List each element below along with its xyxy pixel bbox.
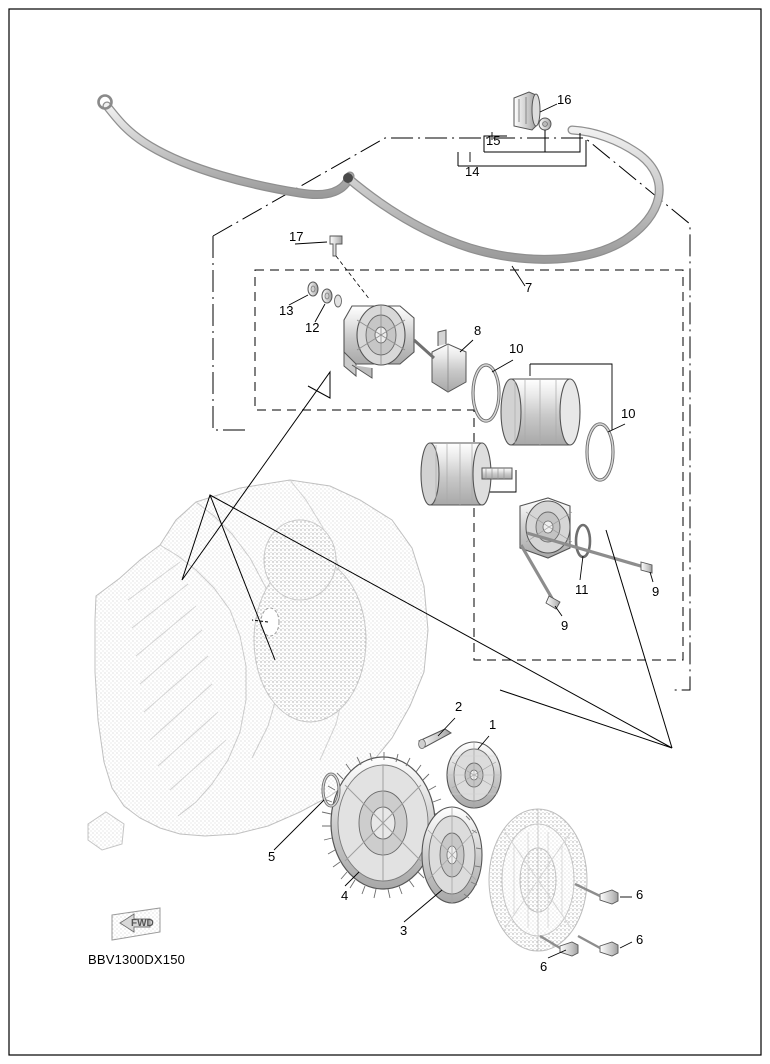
part-code-label: BBV1300DX150 <box>88 952 186 967</box>
callout-number-9-upper: 9 <box>652 584 660 599</box>
starter-terminal-block-part8 <box>414 330 466 392</box>
callout-number-6-upper: 6 <box>636 887 644 902</box>
washer-part13 <box>308 282 318 296</box>
callout-number-4: 4 <box>341 888 349 903</box>
idle-gear-part1 <box>447 742 501 808</box>
flywheel-rotor <box>489 809 587 951</box>
bolt-part6-middle <box>578 936 618 956</box>
terminal-nut-part15 <box>539 118 551 130</box>
starter-motor-body-upper <box>501 379 580 445</box>
callout-number-6-middle: 6 <box>636 932 644 947</box>
callout-number-3: 3 <box>400 923 408 938</box>
callout-number-14: 14 <box>465 164 480 179</box>
callout-number-11: 11 <box>575 582 589 597</box>
callout-number-15: 15 <box>486 133 501 148</box>
battery-cable-assembly <box>99 96 660 260</box>
idle-gear-shaft-part2 <box>419 729 451 749</box>
callout-number-1: 1 <box>489 717 497 732</box>
o-ring-part10-left <box>473 365 499 421</box>
callout-number-16: 16 <box>557 92 572 107</box>
callout-number-10-right: 10 <box>621 406 636 421</box>
callout-number-8: 8 <box>474 323 482 338</box>
callout-bracket-14-15 <box>458 130 586 166</box>
callout-number-5: 5 <box>268 849 276 864</box>
starter-clutch-part3 <box>422 807 482 903</box>
o-ring-part10-right <box>587 424 613 480</box>
callout-number-7: 7 <box>525 280 533 295</box>
callout-number-13: 13 <box>279 303 294 318</box>
bolt-part17 <box>330 236 370 300</box>
terminal-cover-part16 <box>514 92 540 130</box>
callout-number-9-lower: 9 <box>561 618 569 633</box>
callout-number-2: 2 <box>455 699 463 714</box>
callout-number-17: 17 <box>289 229 304 244</box>
starter-armature-lower <box>421 443 512 505</box>
callout-number-10-left: 10 <box>509 341 524 356</box>
fwd-label: FWD <box>131 918 154 929</box>
starter-front-housing <box>344 305 414 378</box>
callout-number-6-lower: 6 <box>540 959 548 974</box>
callout-number-12: 12 <box>305 320 320 335</box>
starter-rear-cover <box>520 498 572 558</box>
